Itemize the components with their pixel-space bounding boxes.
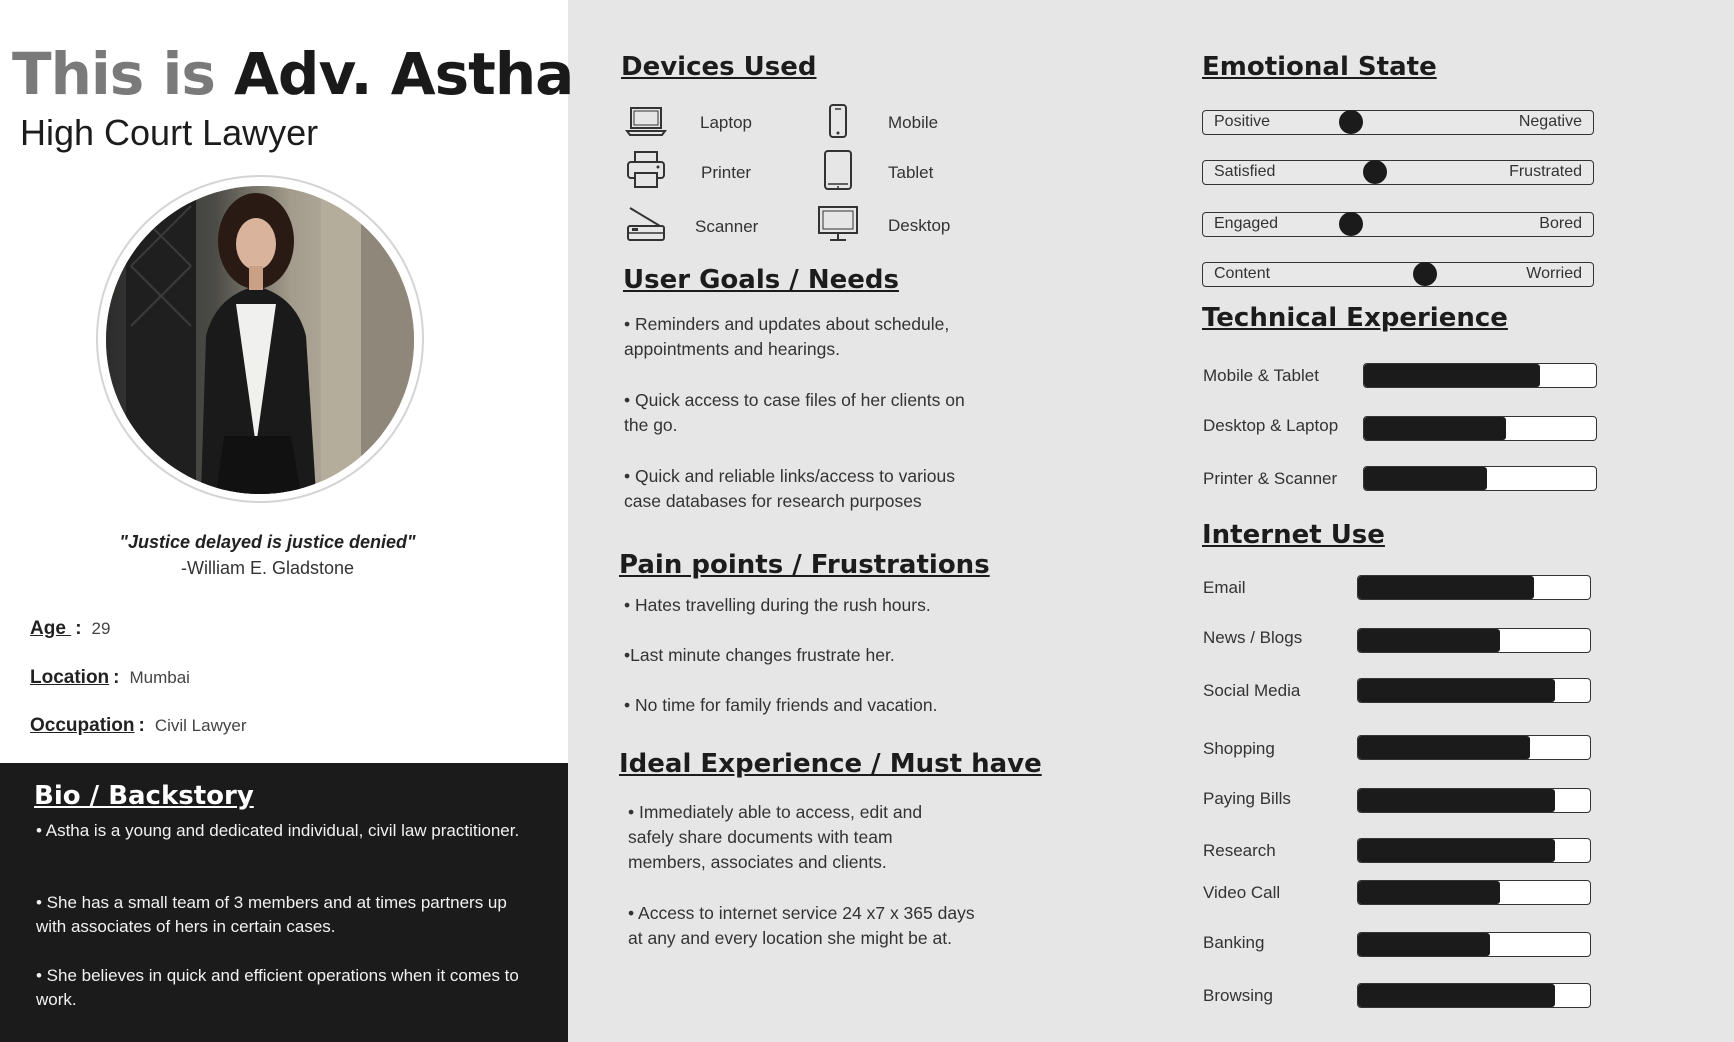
fact-occupation: Occupation : Civil Lawyer — [30, 715, 247, 736]
slider-left-label: Satisfied — [1214, 163, 1276, 180]
progress-fill — [1358, 933, 1490, 956]
progress-fill — [1364, 467, 1487, 490]
slider-left-label: Engaged — [1214, 215, 1279, 232]
progress-bar — [1357, 838, 1591, 863]
progress-fill — [1364, 417, 1506, 440]
progress-fill — [1358, 576, 1534, 599]
bar-label: Research — [1203, 841, 1276, 860]
device-label: Laptop — [700, 113, 752, 132]
avatar — [106, 186, 414, 494]
laptop-icon — [624, 100, 668, 144]
technical-heading: Technical Experience — [1202, 303, 1508, 333]
progress-bar — [1357, 678, 1591, 703]
bar-label: Paying Bills — [1203, 789, 1291, 808]
progress-fill — [1358, 984, 1555, 1007]
emotion-slider — [1202, 160, 1594, 185]
emotion-slider — [1202, 212, 1594, 237]
fact-location: Location : Mumbai — [30, 667, 190, 688]
progress-bar — [1363, 466, 1597, 491]
bio-panel — [0, 763, 568, 1042]
progress-fill — [1358, 736, 1530, 759]
bio-item: • Astha is a young and dedicated individual, civil law practitioner. — [36, 821, 520, 840]
bio-heading: Bio / Backstory — [34, 781, 254, 811]
mobile-icon — [816, 100, 860, 144]
progress-bar — [1357, 932, 1591, 957]
persona-title — [12, 40, 573, 108]
slider-knob — [1339, 212, 1363, 236]
device-label: Desktop — [888, 216, 951, 235]
fact-occupation-label: Occupation — [30, 715, 135, 736]
slider-right-label: Worried — [1526, 265, 1582, 282]
progress-bar — [1357, 983, 1591, 1008]
progress-bar — [1357, 628, 1591, 653]
pain-item: •Last minute changes frustrate her. — [624, 645, 895, 665]
device-label: Mobile — [888, 113, 939, 132]
progress-bar — [1357, 880, 1591, 905]
portrait-image — [106, 186, 414, 494]
goal-item: • Quick access to case files of her clients on the go. — [624, 390, 965, 435]
pain-item: • No time for family friends and vacation. — [624, 695, 938, 715]
slider-left-label: Content — [1214, 265, 1271, 282]
device-label: Scanner — [695, 217, 759, 236]
slider-knob — [1413, 262, 1437, 286]
device-label: Printer — [701, 163, 752, 182]
bar-label: Email — [1203, 578, 1246, 597]
persona-name: Adv. Astha — [234, 40, 574, 108]
slider-right-label: Negative — [1518, 113, 1582, 130]
bar-label: Mobile & Tablet — [1203, 366, 1319, 385]
tablet-icon — [816, 148, 860, 192]
progress-bar — [1357, 575, 1591, 600]
fact-age-label: Age — [30, 618, 72, 639]
fact-age: Age : 29 — [30, 618, 111, 639]
progress-fill — [1358, 629, 1500, 652]
progress-fill — [1358, 679, 1555, 702]
emotional-heading: Emotional State — [1202, 52, 1437, 82]
slider-right-label: Bored — [1539, 215, 1582, 232]
bar-label: Browsing — [1203, 986, 1273, 1005]
title-prefix: This is — [12, 40, 235, 108]
slider-knob — [1363, 160, 1387, 184]
profile-panel — [0, 0, 574, 1042]
goal-item: • Quick and reliable links/access to various case databases for research purposes — [624, 466, 955, 511]
devices-heading: Devices Used — [621, 52, 817, 82]
pain-item: • Hates travelling during the rush hours. — [624, 595, 931, 615]
fact-location-value: Mumbai — [129, 668, 190, 687]
bio-item: • She believes in quick and efficient operations when it comes to work. — [36, 966, 519, 1009]
bar-label: Social Media — [1203, 681, 1301, 700]
progress-bar — [1357, 735, 1591, 760]
pains-heading: Pain points / Frustrations — [619, 550, 990, 580]
progress-fill — [1358, 839, 1555, 862]
progress-bar — [1363, 363, 1597, 388]
slider-knob — [1339, 110, 1363, 134]
bar-label: News / Blogs — [1203, 628, 1303, 647]
progress-fill — [1364, 364, 1540, 387]
desktop-icon — [816, 202, 860, 246]
emotion-slider — [1202, 110, 1594, 135]
progress-fill — [1358, 789, 1555, 812]
bar-label: Banking — [1203, 933, 1265, 952]
bio-item: • She has a small team of 3 members and at times partners up with associates of hers in certain cases. — [36, 893, 507, 936]
ideal-item: • Access to internet service 24 x7 x 365 days at any and every location she might be at. — [628, 903, 975, 948]
internet-heading: Internet Use — [1202, 520, 1385, 550]
progress-bar — [1357, 788, 1591, 813]
goals-heading: User Goals / Needs — [623, 265, 899, 295]
ideal-item: • Immediately able to access, edit and safely share documents with team members, associates and clients. — [628, 802, 923, 872]
progress-bar — [1363, 416, 1597, 441]
bar-label: Desktop & Laptop — [1203, 416, 1339, 435]
fact-occupation-value: Civil Lawyer — [154, 716, 247, 735]
fact-location-label: Location — [30, 667, 110, 688]
emotion-slider — [1202, 262, 1594, 287]
quote-text: "Justice delayed is justice denied" — [119, 532, 416, 552]
bar-label: Video Call — [1203, 883, 1281, 902]
fact-age-value: 29 — [91, 619, 111, 638]
printer-icon — [624, 148, 668, 192]
ideal-heading: Ideal Experience / Must have — [619, 749, 1042, 779]
progress-fill — [1358, 881, 1500, 904]
bar-label: Printer & Scanner — [1203, 469, 1338, 488]
scanner-icon — [624, 202, 668, 246]
slider-left-label: Positive — [1214, 113, 1271, 130]
slider-right-label: Frustrated — [1509, 163, 1582, 180]
bar-label: Shopping — [1203, 739, 1275, 758]
quote-author: -William E. Gladstone — [180, 558, 355, 578]
persona-role: High Court Lawyer — [20, 112, 319, 153]
device-label: Tablet — [888, 163, 934, 182]
goal-item: • Reminders and updates about schedule, appointments and hearings. — [624, 314, 950, 359]
